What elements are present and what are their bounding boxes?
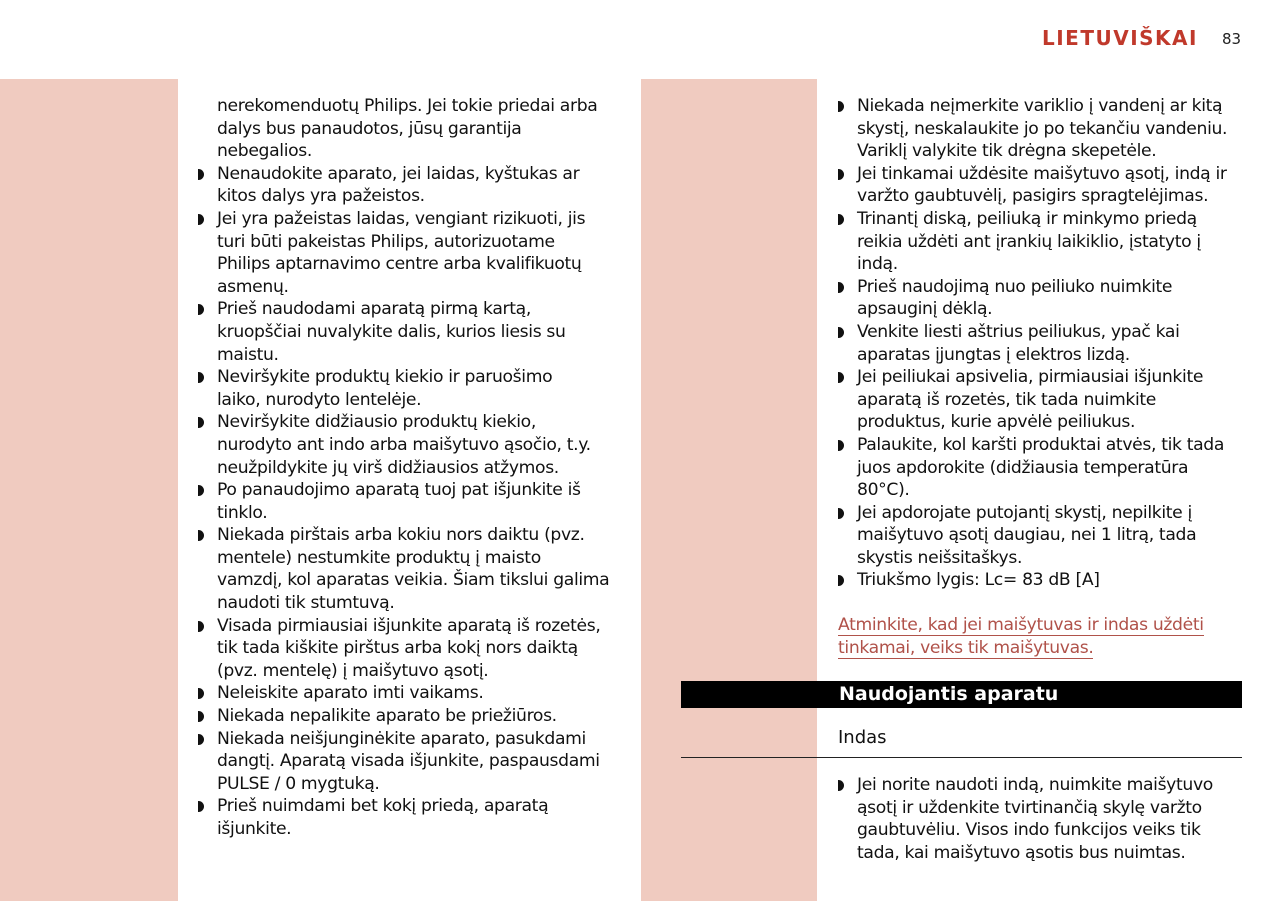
note-line: Atminkite, kad jei maišytuvas ir indas uždėti bbox=[838, 615, 1204, 635]
left-column-list bbox=[198, 95, 618, 841]
text-line: reikia uždėti ant įrankių laikiklio, įstatyto į bbox=[857, 231, 1201, 252]
list-item bbox=[198, 524, 618, 614]
middle-margin-band bbox=[641, 79, 817, 901]
bullet-icon bbox=[838, 327, 844, 338]
text-line: produktus, kurie apvėlė peiliukus. bbox=[857, 412, 1136, 433]
text-line: nurodyto ant indo arba maišytuvo ąsočio, t.y. bbox=[217, 434, 591, 455]
text-line: Jei peiliukai apsivelia, pirmiausiai išjunkite bbox=[857, 367, 1204, 388]
bullet-icon bbox=[198, 417, 204, 428]
bullet-icon bbox=[198, 621, 204, 632]
text-line: kitos dalys yra pažeistos. bbox=[217, 186, 425, 207]
language-header: LIETUVIŠKAI bbox=[1042, 26, 1198, 50]
bullet-icon bbox=[198, 711, 204, 722]
text-line: tada, kai maišytuvo ąsotis bus nuimtas. bbox=[857, 842, 1186, 863]
list-item bbox=[198, 615, 618, 683]
text-line: asmenų. bbox=[217, 276, 289, 297]
bullet-icon bbox=[838, 101, 844, 112]
text-line: mentele) nestumkite produktų į maisto bbox=[217, 547, 541, 568]
list-item bbox=[198, 163, 618, 208]
page-number: 83 bbox=[1222, 30, 1242, 48]
text-line: Nenaudokite aparato, jei laidas, kyštukas ar bbox=[217, 163, 580, 184]
list-item bbox=[838, 569, 1238, 592]
bullet-icon bbox=[198, 734, 204, 745]
text-line: Jei apdorojate putojantį skystį, nepilkite į bbox=[857, 502, 1192, 523]
list-item bbox=[198, 298, 618, 366]
text-line: dangtį. Aparatą visada išjunkite, paspausdami bbox=[217, 751, 600, 772]
text-line: maišytuvo ąsotį daugiau, nei 1 litrą, tada bbox=[857, 525, 1197, 546]
text-line: Philips aptarnavimo centre arba kvalifikuotų bbox=[217, 254, 582, 275]
note-line: tinkamai, veiks tik maišytuvas. bbox=[838, 638, 1094, 658]
bullet-icon bbox=[838, 575, 844, 586]
section-heading-bar bbox=[681, 681, 1242, 708]
text-line: Triukšmo lygis: Lc= 83 dB [A] bbox=[857, 570, 1100, 591]
text-line: PULSE / 0 mygtuką. bbox=[217, 773, 380, 794]
text-line: neužpildykite jų virš didžiausios atžymos. bbox=[217, 457, 559, 478]
bullet-icon bbox=[198, 530, 204, 541]
note-text bbox=[838, 614, 1204, 660]
bullet-icon bbox=[198, 214, 204, 225]
list-item bbox=[838, 276, 1238, 321]
text-line: Prieš naudojimą nuo peiliuko nuimkite bbox=[857, 276, 1173, 297]
bullet-icon bbox=[838, 282, 844, 293]
list-item bbox=[838, 321, 1238, 366]
text-line: Jei norite naudoti indą, nuimkite maišytuvo bbox=[857, 775, 1213, 795]
text-line: Prieš naudodami aparatą pirmą kartą, bbox=[217, 299, 531, 320]
bullet-icon bbox=[198, 688, 204, 699]
text-line: Niekada pirštais arba kokiu nors daiktu (pvz. bbox=[217, 525, 585, 546]
bullet-icon bbox=[198, 801, 204, 812]
list-item bbox=[838, 95, 1238, 163]
list-item bbox=[838, 208, 1238, 276]
bullet-icon bbox=[198, 372, 204, 383]
bullet-icon bbox=[838, 440, 844, 451]
text-line: nerekomenduotų Philips. Jei tokie priedai arba bbox=[217, 96, 598, 116]
list-item bbox=[838, 163, 1238, 208]
text-line: juos apdorokite (didžiausia temperatūra bbox=[857, 457, 1189, 478]
sub-heading: Indas bbox=[838, 727, 887, 748]
text-line: vamzdį, kol aparatas veikia. Šiam tikslui galima bbox=[217, 570, 610, 591]
right-column-list bbox=[838, 95, 1238, 592]
text-line: tik tada kiškite pirštus arba kokį nors daiktą bbox=[217, 638, 578, 659]
bullet-icon bbox=[198, 485, 204, 496]
text-line: ąsotį ir uždenkite tvirtinančią skylę varžto bbox=[857, 797, 1202, 818]
text-line: turi būti pakeistas Philips, autorizuotame bbox=[217, 231, 555, 252]
bullet-icon bbox=[838, 169, 844, 180]
text-line: skystis neišsitaškys. bbox=[857, 547, 1023, 568]
text-line: išjunkite. bbox=[217, 819, 292, 839]
text-line: nebegalios. bbox=[217, 141, 313, 162]
text-line: Neviršykite didžiausio produktų kiekio, bbox=[217, 412, 536, 433]
text-line: laiko, nurodyto lentelėje. bbox=[217, 389, 422, 410]
list-item bbox=[198, 479, 618, 524]
list-item bbox=[198, 411, 618, 479]
list-item bbox=[838, 366, 1238, 434]
bullet-icon bbox=[838, 508, 844, 519]
text-line: Po panaudojimo aparatą tuoj pat išjunkite iš bbox=[217, 480, 581, 501]
section-item-list bbox=[838, 774, 1238, 864]
text-line: varžto gaubtuvėlį, pasigirs spragtelėjimas. bbox=[857, 186, 1209, 207]
list-item bbox=[838, 774, 1238, 864]
text-line: Venkite liesti aštrius peiliukus, ypač kai bbox=[857, 321, 1180, 342]
text-line: naudoti tik stumtuvą. bbox=[217, 593, 395, 614]
text-line: aparatą iš rozetės, tik tada nuimkite bbox=[857, 389, 1157, 410]
bullet-icon bbox=[838, 214, 844, 225]
list-item bbox=[198, 795, 618, 840]
list-item bbox=[198, 208, 618, 298]
section-title: Naudojantis aparatu bbox=[839, 683, 1059, 705]
text-line: indą. bbox=[857, 254, 898, 275]
text-line: aparatas įjungtas į elektros lizdą. bbox=[857, 344, 1130, 365]
text-line: skystį, neskalaukite jo po tekančiu vandeniu. bbox=[857, 118, 1228, 139]
text-line: kruopščiai nuvalykite dalis, kurios liesis su bbox=[217, 321, 566, 342]
text-line: Neviršykite produktų kiekio ir paruošimo bbox=[217, 367, 553, 388]
text-line: Palaukite, kol karšti produktai atvės, tik tada bbox=[857, 434, 1225, 455]
text-line: Jei yra pažeistas laidas, vengiant rizikuoti, jis bbox=[217, 208, 586, 229]
text-line: Niekada neįmerkite variklio į vandenį ar kitą bbox=[857, 96, 1223, 116]
text-line: Niekada nepalikite aparato be priežiūros. bbox=[217, 706, 557, 727]
list-item bbox=[198, 366, 618, 411]
list-item bbox=[198, 95, 618, 163]
text-line: Neleiskite aparato imti vaikams. bbox=[217, 683, 484, 704]
text-line: gaubtuvėliu. Visos indo funkcijos veiks tik bbox=[857, 820, 1201, 841]
text-line: Prieš nuimdami bet kokį priedą, aparatą bbox=[217, 796, 549, 817]
bullet-icon bbox=[198, 304, 204, 315]
left-margin-band bbox=[0, 79, 178, 901]
text-line: maistu. bbox=[217, 344, 279, 365]
text-line: dalys bus panaudotos, jūsų garantija bbox=[217, 118, 522, 139]
text-line: Niekada neišjunginėkite aparato, pasukdami bbox=[217, 728, 586, 749]
bullet-icon bbox=[838, 372, 844, 383]
text-line: Variklį valykite tik drėgna skepetėle. bbox=[857, 141, 1157, 162]
list-item bbox=[198, 728, 618, 796]
text-line: Visada pirmiausiai išjunkite aparatą iš rozetės, bbox=[217, 615, 601, 636]
text-line: (pvz. mentelę) į maišytuvo ąsotį. bbox=[217, 660, 489, 681]
text-line: 80°C). bbox=[857, 480, 910, 501]
bullet-icon bbox=[198, 169, 204, 180]
list-item bbox=[838, 434, 1238, 502]
sub-heading-rule bbox=[681, 757, 1242, 758]
list-item bbox=[838, 502, 1238, 570]
text-line: Trinantį diską, peiliuką ir minkymo priedą bbox=[857, 208, 1197, 229]
text-line: apsauginį dėklą. bbox=[857, 299, 993, 320]
list-item bbox=[198, 682, 618, 705]
text-line: Jei tinkamai uždėsite maišytuvo ąsotį, indą ir bbox=[857, 163, 1227, 184]
list-item bbox=[198, 705, 618, 728]
text-line: tinklo. bbox=[217, 502, 268, 523]
bullet-icon bbox=[838, 780, 844, 791]
